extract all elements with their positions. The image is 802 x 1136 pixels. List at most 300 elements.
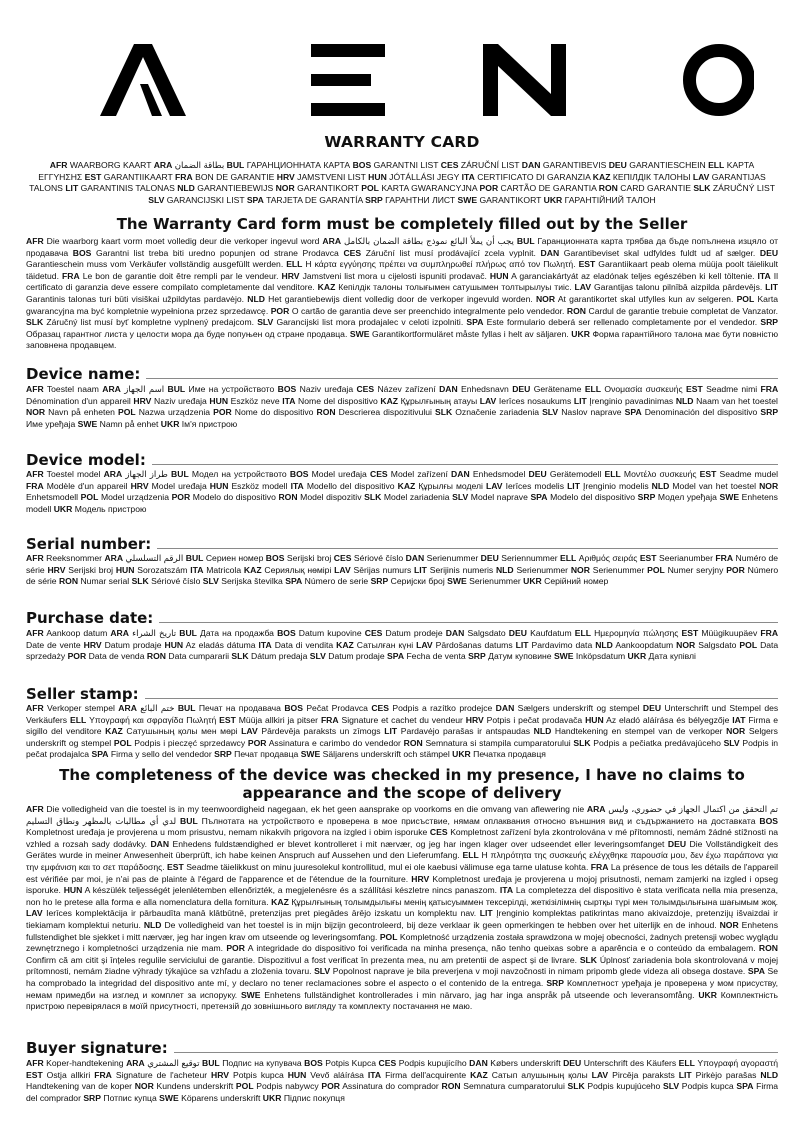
language-code: RON xyxy=(278,492,298,503)
language-code: FRA xyxy=(590,861,609,872)
translation-text: Naam van het toestel xyxy=(696,395,778,406)
language-code: EST xyxy=(578,259,596,270)
translation-text: Serienummer xyxy=(516,564,569,575)
language-code: AFR xyxy=(49,160,68,170)
language-code: POL xyxy=(739,639,758,650)
translation-text: Enhetens fullstendighet ble sjekket i mitt nærvær, jeg har ingen krav om utseende og leveringsomfang. xyxy=(26,919,778,942)
translation-text: Seerianumber xyxy=(658,553,713,563)
translation-text: Toestel model xyxy=(46,469,101,479)
language-code: BUL xyxy=(177,703,196,713)
language-code: SWE xyxy=(159,1092,179,1103)
translation-text: ΚΑΡΤΑ ΕΓΓΥΗΣΗΣ xyxy=(38,160,755,182)
language-code: ITA xyxy=(461,171,475,182)
language-code: RON xyxy=(758,943,779,954)
translation-text: Η κάρτα εγγύησης πρέπει να συμπληρωθεί πλήρως από τον Πωλητή. xyxy=(305,259,576,270)
language-code: SLV xyxy=(542,407,559,418)
language-code: HUN xyxy=(368,171,387,182)
translation-text: Enhedsmodel xyxy=(472,469,526,479)
translation-text: Kompletność urządzenia została sprawdzona w mojej obecności, żadnych pretensji wobec wyglądu zewnętrznego i kompletności urządzenia nie mam. xyxy=(26,931,779,954)
translation-text: Popolnost naprave je bila preverjena v moji navzočnosti in nimam pripomb glede videza ali obsega dostave. xyxy=(332,966,746,977)
translation-text: Datum prodeje xyxy=(385,628,443,638)
device-model-label: Device model: xyxy=(26,451,146,469)
translation-text: Құрылғының атауы xyxy=(400,395,478,406)
language-code: POL xyxy=(379,931,398,942)
language-code: ELL xyxy=(678,1058,695,1068)
translation-text: Kundens underskrift xyxy=(156,1081,234,1092)
serial-number-section xyxy=(26,533,778,553)
translation-text: A garanciakártyát az eladónak teljes egészében ki kell töltenie. xyxy=(511,270,755,281)
translation-text: Označenie zariadenia xyxy=(455,407,540,418)
translation-text: Cardul de garantie trebuie completat de Vanzator. xyxy=(588,305,779,316)
language-code: KAZ xyxy=(397,480,416,491)
language-code: NOR xyxy=(134,1081,154,1092)
language-code: UKR xyxy=(627,651,647,662)
translation-text: Pardavėjo parašas ir antspaudas xyxy=(400,726,531,737)
language-code: ELL xyxy=(584,384,602,394)
language-code: ELL xyxy=(708,160,725,170)
translation-text: Handtekening van de koper xyxy=(26,1081,132,1092)
language-code: FRA xyxy=(26,480,44,491)
language-code: EST xyxy=(699,469,717,479)
translation-text: Gerätemodell xyxy=(549,469,602,479)
translation-text: Signature de l'acheteur xyxy=(115,1069,208,1080)
language-code: NLD xyxy=(247,293,265,304)
translation-text: Υπογραφή και σφραγίδα Πωλητή xyxy=(89,714,217,725)
device-name-field[interactable] xyxy=(146,378,778,379)
translation-text: Dátum predaja xyxy=(251,651,308,662)
translation-text: Numéro de série xyxy=(26,553,779,575)
language-code: RON xyxy=(58,576,79,587)
translation-text: Verkoper stempel xyxy=(47,703,115,713)
translation-text: بطاقة الضمان xyxy=(174,160,225,170)
translation-text: Pārdevēja paraksts un zīmogs xyxy=(261,726,381,737)
language-code: DAN xyxy=(439,384,458,394)
translation-text: Die waarborg kaart vorm moet volledig deur die verkoper ingevul word xyxy=(46,236,320,246)
language-code: ELL xyxy=(560,553,577,563)
seller-stamp-section xyxy=(26,683,778,703)
translation-text: Η πληρότητα της συσκευής ελέγχθηκε παρουσία μου, δεν έχω παράπονα για την εμφάνιση και το σετ παράδοσης. xyxy=(26,850,778,872)
language-code: SRP xyxy=(760,317,779,328)
language-code: KAZ xyxy=(105,726,123,737)
translation-text: At garantikortet skal utfylles kun av selgeren. xyxy=(557,293,734,304)
language-code: LIT xyxy=(573,395,587,406)
language-code: AFR xyxy=(26,384,44,394)
translation-text: Enhetens modell xyxy=(26,492,778,514)
language-code: FRA xyxy=(175,171,193,182)
language-code: ARA xyxy=(102,384,121,394)
language-code: DEU xyxy=(642,703,662,713)
translation-text: Het garantiebewijs dient volledig door de verkoper ingevuld worden. xyxy=(268,293,533,304)
translation-text: Модел на устройството xyxy=(191,469,287,479)
language-code: ELL xyxy=(604,469,621,479)
translation-text: Descrierea dispozitivului xyxy=(338,407,432,418)
translation-text: ГАРАНТНИ ЛИСТ xyxy=(385,194,456,205)
translation-text: Eszköz modell xyxy=(231,480,288,491)
language-code: SLV xyxy=(452,492,469,503)
language-code: BOS xyxy=(277,628,296,638)
translation-text: Сериен номер xyxy=(205,553,264,563)
language-code: BOS xyxy=(277,384,297,394)
language-code: ARA xyxy=(118,703,137,713)
translation-text: Confirm că am citit și înțeles regulile serviciului de garantie. Dispozitivul a fost verificat în prezenta mea, nu am pretentii de aspect și de livrare. xyxy=(26,954,578,965)
language-code: HUN xyxy=(63,885,83,896)
translation-text: Firma e sigillo del venditore xyxy=(26,714,778,737)
translation-text: Enhedens fuldstændighed er blevet kontrolleret i mit nærvær, og jeg har ingen klager over udseendet eller leveringsomfanget xyxy=(172,838,665,849)
translation-text: WAARBORG KAART xyxy=(69,160,152,170)
translation-text: GARANTINIS TALONAS xyxy=(80,183,175,194)
translation-text: Įrenginio modelis xyxy=(583,480,649,491)
translation-text: Kaufdatum xyxy=(530,628,572,638)
language-code: RON xyxy=(146,651,166,662)
language-code: AFR xyxy=(26,628,44,638)
language-code: LIT xyxy=(65,183,79,194)
language-code: POL xyxy=(736,293,755,304)
completeness-title: The completeness of the device was checked in my presence, I have no claims to appearance and the scope of delivery xyxy=(59,766,745,802)
translation-text: Unterschrift des Käufers xyxy=(583,1058,677,1068)
language-code: AFR xyxy=(26,236,44,246)
translation-text: Печат на продавача xyxy=(198,703,281,713)
seller-stamp-field[interactable] xyxy=(145,698,778,699)
language-code: NOR xyxy=(535,293,556,304)
translation-text: Garantinis talonas turi būti visiškai užpildytas pardavėjo. xyxy=(26,293,245,304)
language-code: ITA xyxy=(499,885,514,896)
translation-text: Пълнотата на устройството е проверена в мое присъствие, нямам оплаквания относно външния вид и съдържанието на доставката xyxy=(201,815,756,826)
language-code: LAV xyxy=(479,395,497,406)
language-code: LIT xyxy=(384,726,398,737)
language-code: SRP xyxy=(546,977,564,988)
language-code: LAV xyxy=(692,171,710,182)
translation-text: GARANTIKORT xyxy=(297,183,359,194)
translation-text: Подпис на купувача xyxy=(222,1058,302,1068)
translation-text: Ierīces komplektācija ir pārbaudīta manā klātbūtnē, pretenzijas pret piegādes ārējo izskatu un komplektu nav. xyxy=(46,908,477,919)
language-code: SPA xyxy=(736,1081,754,1092)
language-code: FRA xyxy=(760,384,779,394)
language-code: SLK xyxy=(579,954,598,965)
translation-text: Garantni list treba biti uredno popunjen od strane Prodavca xyxy=(96,247,339,258)
translation-text: Záručný list musí byť kompletne vyplnený predajcom. xyxy=(46,317,255,328)
serial-number-translations xyxy=(26,553,778,588)
translation-text: Model zariadenia xyxy=(383,492,450,503)
translation-text: يجب أن يملأ البائع نموذج بطاقة الضمان بالكامل xyxy=(344,236,514,246)
translation-text: تم التحقق من اكتمال الجهاز في حضوري، وليس لدي أي مطالبات بالمظهر ونطاق التسليم xyxy=(26,804,779,826)
translation-text: Salgsdato xyxy=(467,628,506,638)
language-code: SPA xyxy=(624,407,642,418)
language-code: CES xyxy=(333,553,352,563)
translation-text: Se ha comprobado la integridad del dispositivo ante mí, y declaro no tener reclamaciones sobre el aspecto o el contenido de la entrega. xyxy=(26,966,779,988)
device-name-section xyxy=(26,363,778,383)
language-code: UKR xyxy=(452,749,471,760)
translation-text: Ierīces nosaukums xyxy=(498,395,572,406)
language-code: AFR xyxy=(26,1058,44,1068)
translation-text: Garantikortformuläret måste fyllas i helt av säljaren. xyxy=(372,328,569,339)
translation-text: Ονομασία συσκευής xyxy=(604,384,683,394)
translation-text: Numar serial xyxy=(80,576,130,587)
translation-text: Salgsdato xyxy=(698,639,737,650)
language-code: SWE xyxy=(349,328,370,339)
translation-text: CERTIFICATO DI GARANZIA xyxy=(477,171,591,182)
translation-text: Ім'я пристрою xyxy=(181,418,238,429)
language-code: POL xyxy=(235,1081,254,1092)
language-code: ITA xyxy=(290,480,304,491)
language-code: AFR xyxy=(26,553,44,563)
language-code: ITA xyxy=(367,1069,382,1080)
language-code: ARA xyxy=(110,628,129,638)
purchase-date-translations xyxy=(26,628,778,663)
language-code: BUL xyxy=(185,553,204,563)
language-code: BUL xyxy=(202,1058,220,1068)
translation-text: Aankoopdatum xyxy=(615,639,674,650)
language-code: NOR xyxy=(726,726,746,737)
language-code: SWE xyxy=(300,749,321,760)
buyer-signature-field[interactable] xyxy=(174,1052,778,1053)
translation-text: Дата на продажба xyxy=(200,628,274,638)
language-code: KAZ xyxy=(592,171,611,182)
language-code: RON xyxy=(598,183,618,194)
translation-text: Úplnosť zariadenia bola skontrolovaná v mojej prítomnosti, nemám žiadne výhrady týkajúce sa vzhľadu a zloženia tovaru. xyxy=(26,954,779,977)
language-code: UKR xyxy=(571,328,590,339)
language-code: ARA xyxy=(104,553,124,563)
language-code: HRV xyxy=(130,480,149,491)
language-code: DEU xyxy=(563,1058,582,1068)
translation-text: Serijinis numeris xyxy=(429,564,494,575)
translation-text: Date de vente xyxy=(26,639,81,650)
buyer-signature-translations xyxy=(26,1058,778,1104)
translation-text: Kompletnost uređaja je provjerena u mojoj prisutnosti, nemam zamjerki na izgled i opseg isporuke. xyxy=(26,873,778,896)
language-code: SPA xyxy=(246,194,264,205)
translation-text: Serijska številka xyxy=(221,576,283,587)
translation-text: Modelo do dispositivo xyxy=(192,492,276,503)
language-code: UKR xyxy=(523,576,542,587)
language-code: ITA xyxy=(757,270,771,281)
language-code: CES xyxy=(356,384,375,394)
translation-text: Nazwa urządzenia xyxy=(138,407,211,418)
translation-text: Ostja allkiri xyxy=(46,1069,91,1080)
language-code: HRV xyxy=(211,1069,230,1080)
translation-text: Име уређаја xyxy=(26,418,76,429)
purchase-date-field[interactable] xyxy=(159,622,778,623)
translation-text: Гаранционната карта трябва да бъде попълнена изцяло от продавача xyxy=(26,236,779,258)
language-code: DAN xyxy=(495,703,515,713)
translation-text: Enhetens fullständighet kontrollerades i min närvaro, jag har inga anspråk på utseende och leveransomfång. xyxy=(264,989,695,1000)
translation-text: Потпис купца xyxy=(103,1092,157,1103)
language-code: LIT xyxy=(515,639,529,650)
translation-text: Datum kupovine xyxy=(298,628,362,638)
translation-text: Potpis i pečat prodavača xyxy=(486,714,583,725)
language-code: SLV xyxy=(257,317,274,328)
translation-text: Образац гарантног листа у целости мора да буде попуњен од стране продавца. xyxy=(26,328,348,339)
language-code: SLV xyxy=(723,737,740,748)
language-code: SLK xyxy=(573,737,591,748)
language-code: KAZ xyxy=(271,896,289,907)
language-code: POL xyxy=(361,183,379,194)
filled-title: The Warranty Card form must be completely filled out by the Seller xyxy=(116,215,688,233)
language-code: BUL xyxy=(167,384,186,394)
translation-text: JÓTÁLLÁSI JEGY xyxy=(389,171,460,182)
language-code: RON xyxy=(316,407,336,418)
language-code: CES xyxy=(378,1058,397,1068)
translation-text: Data di vendita xyxy=(274,639,334,650)
translation-text: Μοντέλο συσκευής xyxy=(623,469,697,479)
translation-text: Název zařízení xyxy=(377,384,436,394)
language-code: RON xyxy=(566,305,587,316)
language-code: DEU xyxy=(608,160,627,170)
translation-text: Serienummer xyxy=(592,564,645,575)
translation-text: Комплетност уређаја је проверена у мом присуству, немам примедби на изглед и комплет за испоруку. xyxy=(26,977,779,1000)
translation-text: Modelo del dispositivo xyxy=(550,492,636,503)
translation-text: КЕПІЛДІК ТАЛОНЫ xyxy=(612,171,691,182)
language-code: BUL xyxy=(180,815,198,826)
translation-text: Құрылғының толымдылығы менің қатысуыммен тексерілді, жеткізілімнің сыртқы түрі мен толымдылығына шағымым жоқ. xyxy=(291,896,779,907)
translation-text: Seadme nimi xyxy=(706,384,758,394)
translation-text: Кепілдік талоны толығымен сатушымен толтырылуы тиіс. xyxy=(338,282,572,293)
language-code: BUL xyxy=(179,628,197,638)
language-code: LAV xyxy=(485,480,503,491)
language-code: HRV xyxy=(281,270,300,281)
language-code: SPA xyxy=(530,492,548,503)
language-code: POL xyxy=(113,737,132,748)
translation-text: Комплектність пристрою перевірялася в моїй присутності, претензій до зовнішнього вигляду та комплекту постачання не маю. xyxy=(26,989,779,1012)
serial-number-field[interactable] xyxy=(157,548,778,549)
language-code: BOS xyxy=(284,703,303,713)
language-code: DEU xyxy=(667,838,687,849)
translation-text: اسم الجهاز xyxy=(124,384,165,394)
translation-text: Garantiikaart peab olema müüja poolt täielikult täidetud. xyxy=(26,259,778,281)
language-code: SRP xyxy=(83,1092,101,1103)
language-code: SRP xyxy=(370,576,389,587)
language-code: SWE xyxy=(447,576,467,587)
translation-text: Сериялық нөмірі xyxy=(264,564,332,575)
language-code: SPA xyxy=(91,749,109,760)
translation-text: JAMSTVENI LIST xyxy=(297,171,366,182)
language-code: LAV xyxy=(241,726,258,737)
translation-text: Köparens underskrift xyxy=(181,1092,261,1103)
language-code: POR xyxy=(213,407,232,418)
language-code: POR xyxy=(67,651,87,662)
device-model-field[interactable] xyxy=(152,464,778,465)
translation-text: Jamstveni list mora u cijelosti ispuniti prodavač. xyxy=(302,270,487,281)
translation-text: Garancijski list mora prodajalec v celoti izpolniti. xyxy=(276,317,464,328)
translation-text: Pārdošanas datums xyxy=(435,639,513,650)
translation-text: Reeksnommer xyxy=(46,553,102,563)
language-code: SRP xyxy=(214,749,232,760)
language-code: AFR xyxy=(26,703,44,713)
translation-text: Naslov naprave xyxy=(561,407,622,418)
language-code: EST xyxy=(26,1069,43,1080)
language-code: HUN xyxy=(287,1069,307,1080)
brand-logo xyxy=(100,44,754,116)
language-code: CES xyxy=(364,628,383,638)
language-code: HUN xyxy=(585,714,604,725)
language-code: EST xyxy=(219,714,236,725)
language-code: DAN xyxy=(150,838,170,849)
language-code: SLV xyxy=(314,966,331,977)
translation-text: ختم البائع xyxy=(140,703,175,713)
language-code: BOS xyxy=(759,815,779,826)
language-code: EST xyxy=(639,553,657,563)
language-code: POR xyxy=(726,564,745,575)
language-code: CES xyxy=(343,247,362,258)
language-code: UKR xyxy=(262,1092,282,1103)
translation-text: Sériové číslo xyxy=(353,553,404,563)
translation-text: Sorozatszám xyxy=(137,564,188,575)
translation-text: Nome del dispositivo xyxy=(298,395,378,406)
translation-text: Müüja allkiri ja pitser xyxy=(238,714,319,725)
language-code: LAV xyxy=(334,564,351,575)
translation-text: Kompletnost uređaja je provjerena u mom prisustvu, nemam nikakvih prigovora na izgled i obim isporuke xyxy=(26,827,428,838)
language-code: DAN xyxy=(521,160,541,170)
translation-text: Namn på enhet xyxy=(99,418,159,429)
language-code: POR xyxy=(247,737,267,748)
language-code: NLD xyxy=(533,726,552,737)
language-code: SLK xyxy=(364,492,382,503)
language-code: DAN xyxy=(469,1058,488,1068)
language-code: RON xyxy=(441,1081,461,1092)
language-code: HUN xyxy=(164,639,184,650)
translation-text: Aankoop datum xyxy=(46,628,108,638)
translation-text: Pirkėjo parašas xyxy=(695,1069,757,1080)
translation-text: Серијски број xyxy=(390,576,445,587)
translation-text: Naziv uređaja xyxy=(154,395,207,406)
purchase-date-section xyxy=(26,607,778,627)
translation-text: Serienummer xyxy=(426,553,479,563)
translation-text: Құрылғы моделі xyxy=(418,480,483,491)
language-code: NOR xyxy=(676,639,696,650)
language-code: NOR xyxy=(570,564,590,575)
translation-text: Semnatura cumparatorului xyxy=(463,1081,565,1092)
translation-text: Az eladó aláírása és bélyegzője xyxy=(606,714,730,725)
language-code: EST xyxy=(681,628,699,638)
language-code: SWE xyxy=(553,651,574,662)
translation-text: Vevő aláírása xyxy=(310,1069,364,1080)
language-code: BOS xyxy=(352,160,372,170)
language-code: BUL xyxy=(171,469,189,479)
language-code: LAV xyxy=(26,908,43,919)
language-code: SLK xyxy=(231,651,249,662)
translation-text: Model zařízení xyxy=(390,469,448,479)
language-code: NLD xyxy=(595,639,613,650)
translation-text: Serienummer xyxy=(469,576,521,587)
language-code: NOR xyxy=(26,407,46,418)
translation-text: GARANTIJAS TALONS xyxy=(29,171,766,194)
page-title: WARRANTY CARD xyxy=(324,133,480,151)
language-code: ARA xyxy=(126,1058,145,1068)
language-code: HUN xyxy=(115,564,135,575)
translation-text: Garantieschein muss vom Verkäufer vollständig ausgefüllt werden. xyxy=(26,259,284,270)
translation-text: Gerätename xyxy=(533,384,582,394)
translation-text: Datum prodaje xyxy=(104,639,162,650)
language-code: DEU xyxy=(508,628,527,638)
translation-text: Seadme mudel xyxy=(719,469,779,479)
translation-text: Печат продавца xyxy=(234,749,299,760)
translation-text: Firma del comprador xyxy=(26,1081,779,1103)
translation-text: Säljarens underskrift och stämpel xyxy=(322,749,450,760)
translation-text: Sériové číslo xyxy=(151,576,201,587)
language-code: UKR xyxy=(53,503,73,514)
translation-text: Número de série xyxy=(26,564,779,587)
language-code: FRA xyxy=(715,553,734,563)
language-code: NLD xyxy=(177,183,195,194)
translation-text: Модел уређаја xyxy=(657,492,717,503)
language-code: EST xyxy=(167,861,184,872)
language-code: UKR xyxy=(160,418,180,429)
translation-text: La completezza del dispositivo è stata verificata nella mia presenza, non ho le pretese alla forma e alla nomenclatura della fornitura. xyxy=(26,885,779,907)
language-code: HRV xyxy=(411,873,430,884)
translation-text: De volledigheid van het toestel is in mijn bijzijn gecontroleerd, bij deze verklaar ik geen opmerkingen te hebben over het uiterlijk en de inhoud. xyxy=(164,919,717,930)
completeness-translations xyxy=(26,804,778,1013)
language-code: ARA xyxy=(586,804,606,814)
translation-text: Υπογραφή αγοραστή xyxy=(697,1058,779,1068)
language-code: LIT xyxy=(567,480,580,491)
